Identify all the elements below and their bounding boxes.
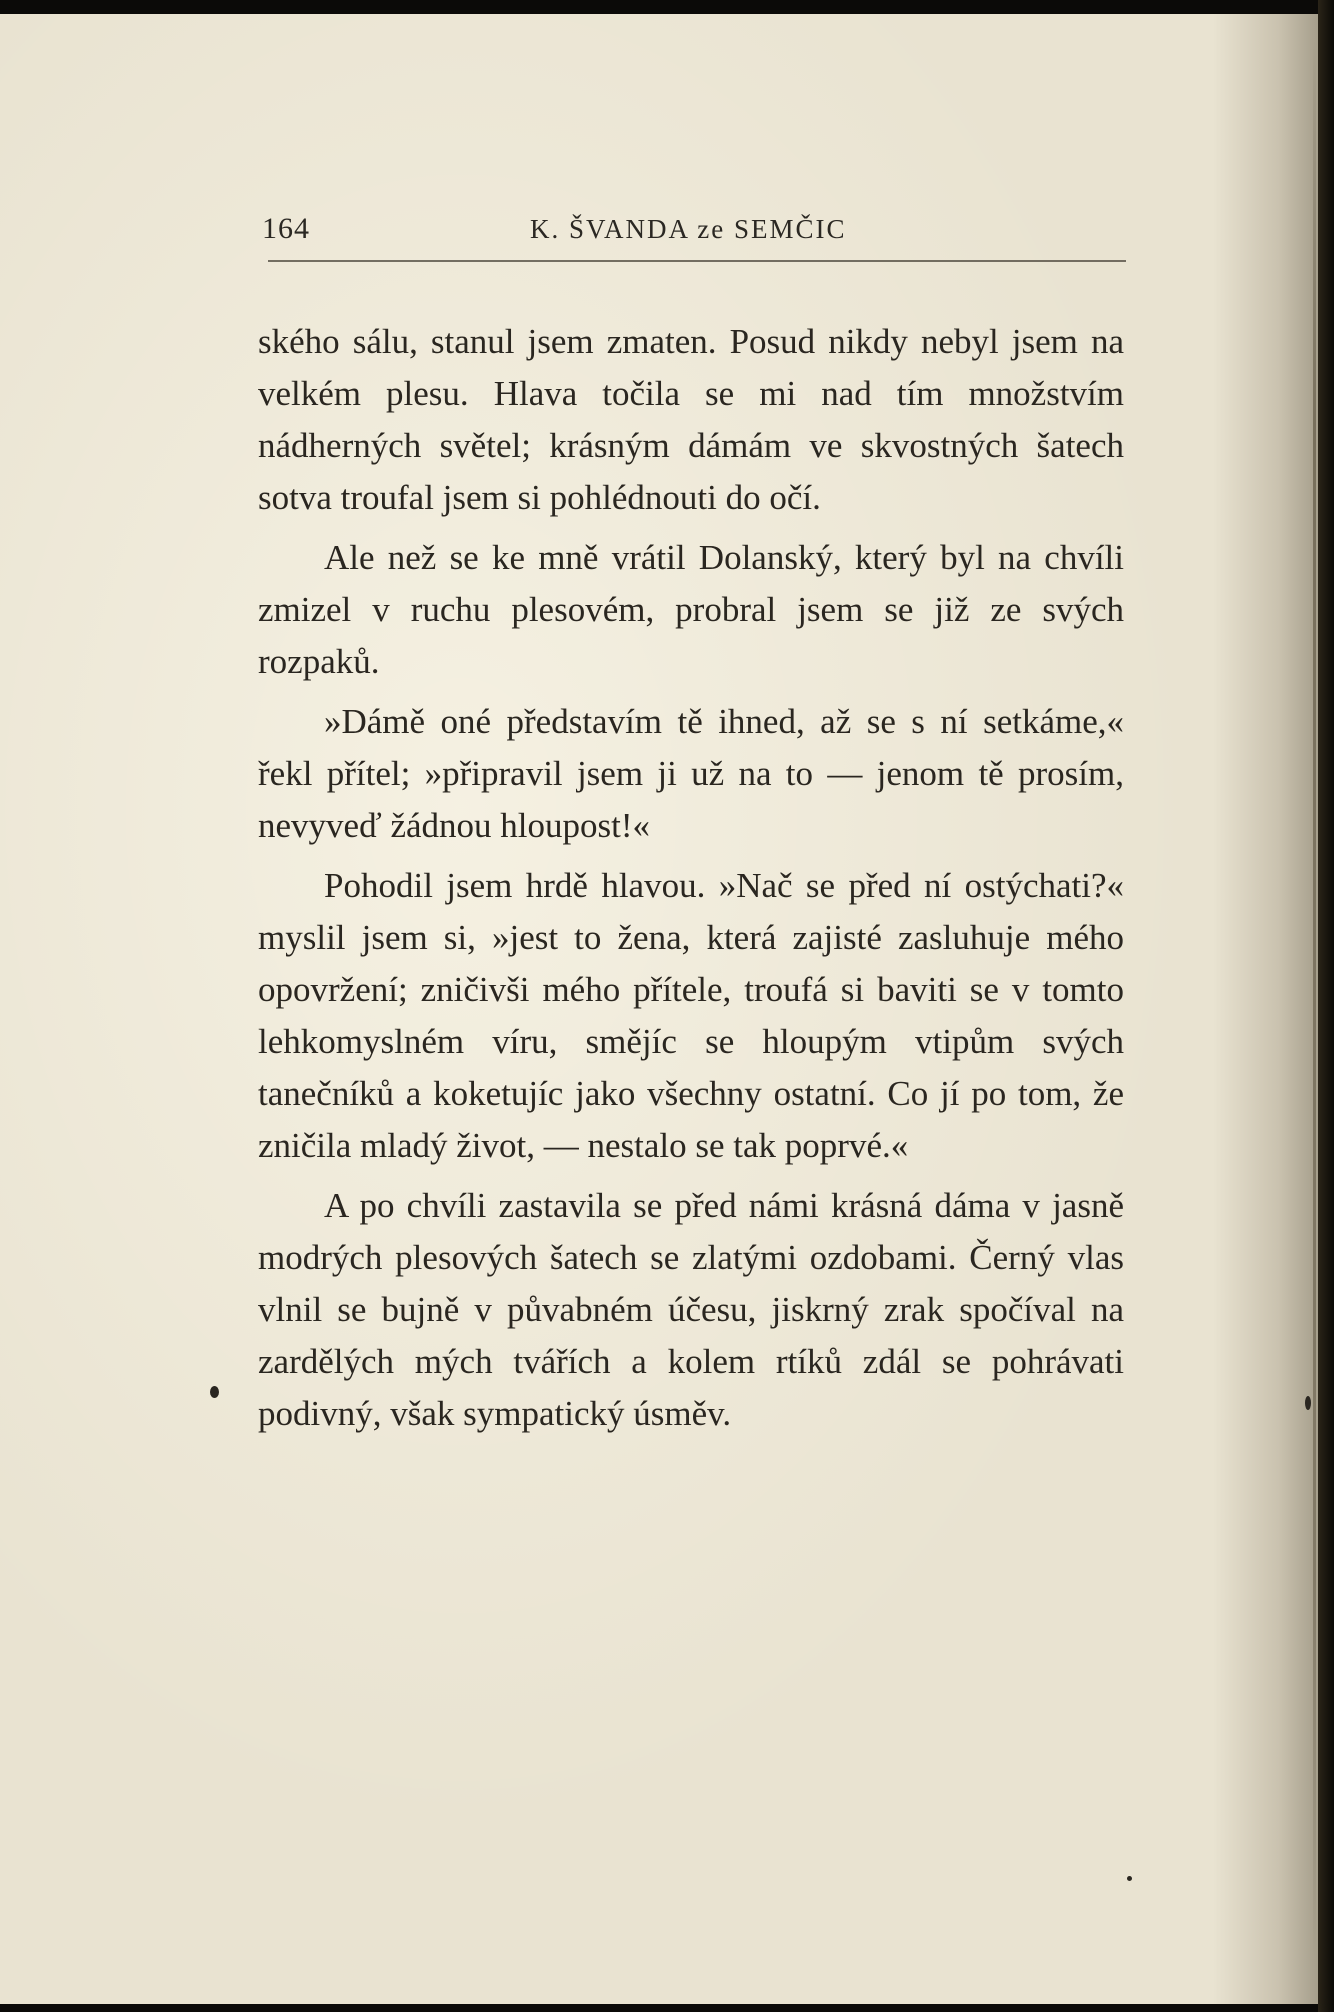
paragraph-3: »Dámě oné představím tě ihned, až se s ní setkáme,« řekl přítel; »připravil jsem ji už na to — jenom tě prosím, nevyveď žádnou hloupost!«	[258, 702, 1124, 845]
paragraph-2: Ale než se ke mně vrátil Dolanský, který byl na chvíli zmizel v ruchu plesovém, probral jsem se již ze svých rozpaků.	[258, 538, 1124, 681]
ink-speck	[1305, 1396, 1311, 1410]
running-title: K. ŠVANDA ze SEMČIC	[530, 214, 847, 244]
scan-border	[1318, 0, 1334, 2012]
paragraph-4: Pohodil jsem hrdě hlavou. »Nač se před ní ostýchati?« myslil jsem si, »jest to žena, která zajisté zasluhuje mého opovržení; zničivši mého přítele, troufá si baviti se v tomto lehkomyslném víru, smějíc se hloupým vtipům svých tanečníků a koketujíc jako všechny ostatní. Co jí po tom, že zničila mladý život, — nestalo se tak poprvé.«	[258, 866, 1124, 1165]
page-number: 164	[262, 212, 310, 245]
body-text	[258, 316, 1124, 1448]
paragraph-5: A po chvíli zastavila se před námi krásná dáma v jasně modrých plesových šatech se zlatými ozdobami. Černý vlas vlnil se bujně v půvabném účesu, jiskrný zrak spočíval na zardělých mých tvářích a kolem rtíků zdál se pohrávati podivný, však sympatický úsměv.	[258, 1186, 1124, 1433]
page-edge-shadow	[1313, 40, 1316, 1960]
ink-speck	[1127, 1876, 1132, 1881]
paragraph-1: ského sálu, stanul jsem zmaten. Posud nikdy nebyl jsem na velkém plesu. Hlava točila se mi nad tím množstvím nádherných světel; krásným dámám ve skvostných šatech sotva troufal jsem si pohlédnouti do očí.	[258, 322, 1124, 517]
ink-speck	[210, 1386, 219, 1398]
header-rule	[268, 260, 1126, 262]
running-head	[262, 212, 1122, 252]
